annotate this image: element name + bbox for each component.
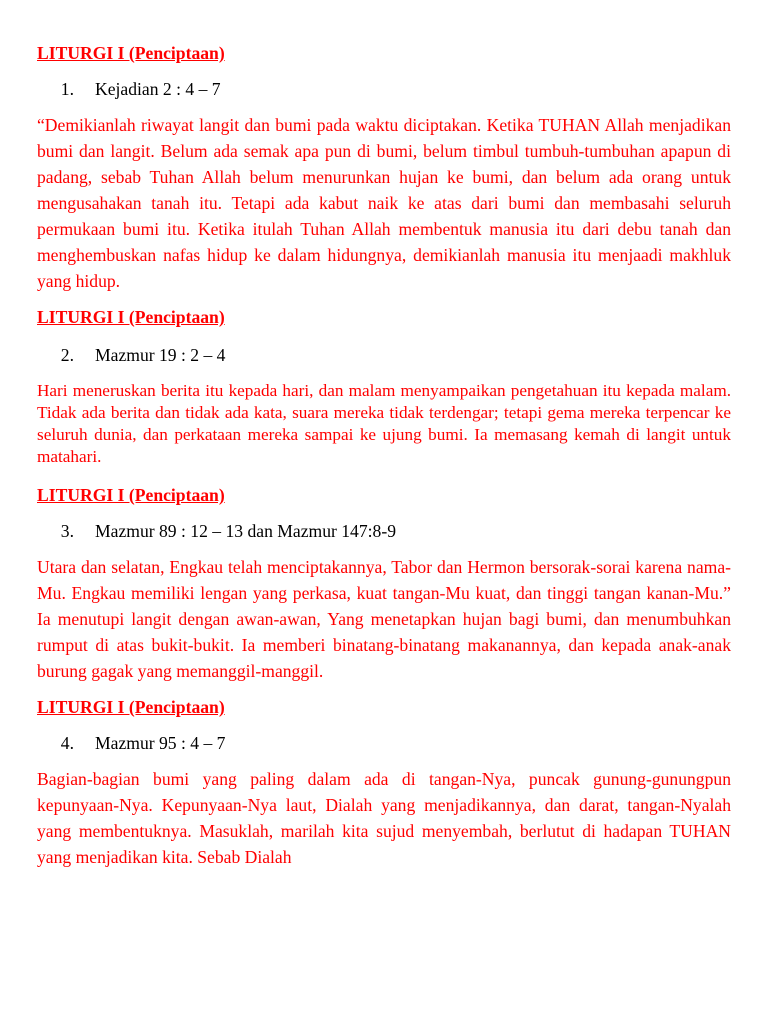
scripture-reference bbox=[37, 76, 731, 102]
reference-text: Mazmur 89 : 12 – 13 dan Mazmur 147:8-9 bbox=[95, 521, 396, 541]
scripture-reference bbox=[37, 730, 731, 756]
list-number: 2. bbox=[60, 345, 74, 365]
list-number: 4. bbox=[60, 733, 74, 753]
scripture-text: Hari meneruskan berita itu kepada hari, dan malam menyampaikan pengetahuan itu kepada malam. Tidak ada berita dan tidak ada kata, suara mereka tidak terdengar; tetapi gema mereka terpencar ke seluruh dunia, dan perkataan mereka sampai ke ujung bumi. Ia memasang kemah di langit untuk matahari. bbox=[37, 381, 731, 466]
scripture-reference bbox=[37, 342, 731, 368]
list-number: 3. bbox=[60, 521, 74, 541]
section-title: LITURGI I (Penciptaan) bbox=[37, 485, 225, 505]
reference-text: Kejadian 2 : 4 – 7 bbox=[95, 79, 221, 99]
section-title: LITURGI I (Penciptaan) bbox=[37, 43, 225, 63]
reference-text: Mazmur 19 : 2 – 4 bbox=[95, 345, 226, 365]
section-title: LITURGI I (Penciptaan) bbox=[37, 307, 225, 327]
scripture-text: Bagian-bagian bumi yang paling dalam ada di tangan-Nya, puncak gunung-gunungpun kepunyaan-Nya. Kepunyaan-Nya laut, Dialah yang menjadikannya, dan darat, tangan-Nyalah yang membentuknya. Masuklah, marilah kita sujud menyembah, berlutut di hadapan TUHAN yang menjadikan kita. Sebab Dialah bbox=[37, 769, 731, 867]
scripture-text: Utara dan selatan, Engkau telah menciptakannya, Tabor dan Hermon bersorak-sorai karena nama-Mu. Engkau memiliki lengan yang perkasa, kuat tangan-Mu kuat, dan tinggi tangan kanan-Mu.” Ia menutupi langit dengan awan-awan, Yang menetapkan hujan bagi bumi, dan menumbuhkan rumput di atas bukit-bukit. Ia memberi binatang-binatang makanannya, dan kepada anak-anak burung gagak yang memanggil-manggil. bbox=[37, 557, 731, 681]
scripture-reference bbox=[37, 518, 731, 544]
reference-text: Mazmur 95 : 4 – 7 bbox=[95, 733, 226, 753]
list-number: 1. bbox=[60, 79, 74, 99]
scripture-text: “Demikianlah riwayat langit dan bumi pada waktu diciptakan. Ketika TUHAN Allah menjadikan bumi dan langit. Belum ada semak apa pun di bumi, belum timbul tumbuh-tumbuhan apapun di padang, sebab Tuhan Allah belum menurunkan hujan ke bumi, dan belum ada orang untuk mengusahakan tanah itu. Tetapi ada kabut naik ke atas dari bumi dan membasahi seluruh permukaan bumi itu. Ketika itulah Tuhan Allah membentuk manusia itu dari debu tanah dan menghembuskan nafas hidup ke dalam hidungnya, demikianlah manusia itu menjaadi makhluk yang hidup. bbox=[37, 115, 731, 291]
document-page bbox=[37, 40, 731, 880]
section-title: LITURGI I (Penciptaan) bbox=[37, 697, 225, 717]
